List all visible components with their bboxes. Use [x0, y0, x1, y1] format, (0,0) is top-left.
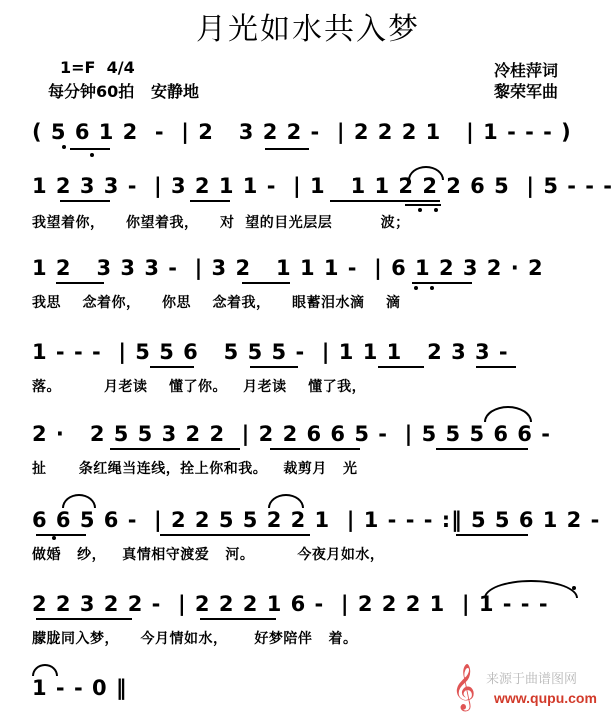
notation-row-1: ( 5 6 1 2 - | 2 3 2 2 - | 2 2 2 1 | 1 - - - )	[32, 120, 572, 144]
notation-row-8: 1 - - 0 ‖	[32, 676, 128, 700]
beam	[456, 534, 528, 536]
watermark-source: 来源于曲谱图网	[486, 672, 578, 687]
notation-row-3: 1 2 3 3 3 - | 3 2 1 1 1 - | 6 1 2 3 2 · 2	[32, 256, 544, 280]
beam	[250, 366, 298, 368]
octave-dot	[52, 536, 56, 540]
slur	[408, 166, 444, 180]
beam	[36, 618, 132, 620]
notation-row-6: 6 6 5 6 - | 2 2 5 5 2 2 1 | 1 - - - :‖ 5 5 6 1 2 -	[32, 508, 601, 532]
beam	[150, 366, 194, 368]
beam	[265, 148, 309, 150]
lyrics-row-3: 我思 念着你， 你思 念着我， 眼蓄泪水滴 滴	[32, 295, 401, 311]
beam	[160, 534, 310, 536]
beam	[330, 200, 440, 202]
octave-dot	[430, 286, 434, 290]
beam	[70, 148, 110, 150]
beam	[405, 204, 441, 206]
lyrics-row-4: 落。 月老读 懂了你。 月老读 懂了我，	[32, 379, 367, 395]
beam	[476, 366, 516, 368]
lyrics-row-7: 朦胧同入梦， 今月情如水， 好梦陪伴 着。	[32, 631, 358, 647]
beam	[60, 200, 110, 202]
page-title: 月光如水共入梦	[196, 12, 420, 47]
notation-row-5: 2 · 2 5 5 3 2 2 | 2 2 6 6 5 - | 5 5 5 6 6 -	[32, 422, 551, 446]
lyricist: 冷桂萍词	[494, 61, 559, 80]
slur	[268, 494, 304, 508]
notation-row-2: 1 2 3 3 - | 3 2 1 1 - | 1 1 1 2 2 2 6 5 | 5 - - -	[32, 174, 614, 198]
beam	[436, 448, 528, 450]
lyrics-row-6: 做婚 纱， 真情相守渡爱 河。 今夜月如水，	[32, 547, 385, 563]
octave-dot	[62, 145, 66, 149]
slur	[62, 494, 96, 508]
composer: 黎荣军曲	[494, 82, 559, 101]
tempo-marking: 每分钟60拍 安静地	[48, 82, 199, 101]
watermark-url: www.qupu.com	[494, 690, 597, 706]
key-time-signature: 1=F 4/4	[60, 58, 135, 77]
notation-row-4: 1 - - - | 5 5 6 5 5 5 - | 1 1 1 2 3 3 -	[32, 340, 509, 364]
beam	[110, 448, 240, 450]
slur	[484, 580, 578, 598]
beam	[56, 282, 104, 284]
notation-row-7: 2 2 3 2 2 - | 2 2 2 1 6 - | 2 2 2 1 | 1 - - -	[32, 592, 549, 616]
beam	[190, 200, 230, 202]
slur	[484, 406, 532, 422]
treble-clef-watermark-icon: 𝄞	[452, 664, 476, 710]
lyrics-row-5: 扯 条红绳当连线，拴上你和我。 裁剪月 光	[32, 461, 358, 477]
beam	[36, 534, 86, 536]
beam	[200, 618, 276, 620]
beam	[412, 282, 472, 284]
lyrics-row-2: 我望着你， 你望着我， 对 望的目光层层 波；	[32, 215, 410, 231]
octave-dot	[418, 208, 422, 212]
beam	[242, 282, 290, 284]
beam	[378, 366, 424, 368]
octave-dot	[90, 153, 94, 157]
octave-dot	[414, 286, 418, 290]
octave-dot	[434, 208, 438, 212]
beam	[270, 448, 360, 450]
slur	[32, 664, 58, 676]
